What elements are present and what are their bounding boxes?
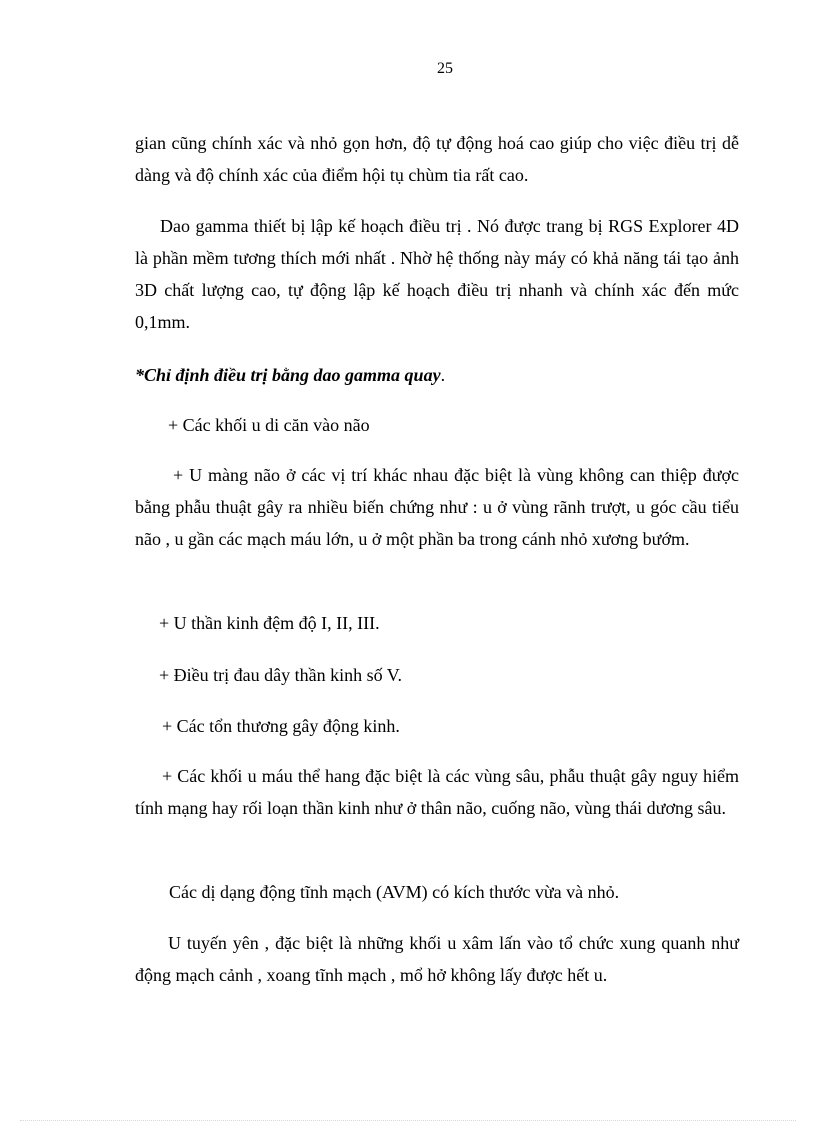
- indication-item-cavernoma: + Các khối u máu thể hang đặc biệt là các vùng sâu, phẫu thuật gây nguy hiểm tính mạng hay rối loạn thần kinh như ở thân não, cuống não, vùng thái dương sâu.: [135, 766, 739, 818]
- page-bottom-divider: [20, 1120, 796, 1121]
- indication-item-trigeminal-neuralgia: + Điều trị đau dây thần kinh số V.: [159, 665, 402, 685]
- paragraph-intro-continuation: gian cũng chính xác và nhỏ gọn hơn, độ tự động hoá cao giúp cho việc điều trị dễ dàng và độ chính xác của điểm hội tụ chùm tia rất cao.: [135, 133, 739, 185]
- indication-item-avm: Các dị dạng động tĩnh mạch (AVM) có kích thước vừa và nhỏ.: [169, 882, 620, 902]
- indication-item-pituitary-adenoma: U tuyến yên , đặc biệt là những khối u xâm lấn vào tổ chức xung quanh như động mạch cảnh , xoang tĩnh mạch , mổ hở không lấy được hết u.: [135, 933, 739, 985]
- indication-item-meningioma: + U màng não ở các vị trí khác nhau đặc biệt là vùng không can thiệp được bằng phẫu thuật gây ra nhiều biến chứng như : u ở vùng rãnh trượt, u góc cầu tiểu não , u gần các mạch máu lớn, u ở một phần ba trong cánh nhỏ xương bướm.: [135, 465, 739, 549]
- section-heading-indications: [135, 359, 445, 391]
- indication-item-glioma: + U thần kinh đệm độ I, II, III.: [159, 613, 380, 633]
- indication-item-metastases: + Các khối u di căn vào não: [168, 415, 370, 435]
- section-heading-text: *Chỉ định điều trị bằng dao gamma quay: [135, 365, 441, 385]
- indication-item-epilepsy: + Các tổn thương gây động kinh.: [162, 716, 400, 736]
- page-number: 25: [437, 60, 453, 77]
- paragraph-gamma-knife-planning: Dao gamma thiết bị lập kế hoạch điều trị . Nó được trang bị RGS Explorer 4D là phần mềm tương thích mới nhất . Nhờ hệ thống này máy có khả năng tái tạo ảnh 3D chất lượng cao, tự động lập kế hoạch điều trị nhanh và chính xác đến mức 0,1mm.: [135, 216, 739, 332]
- section-heading-period: .: [440, 365, 446, 385]
